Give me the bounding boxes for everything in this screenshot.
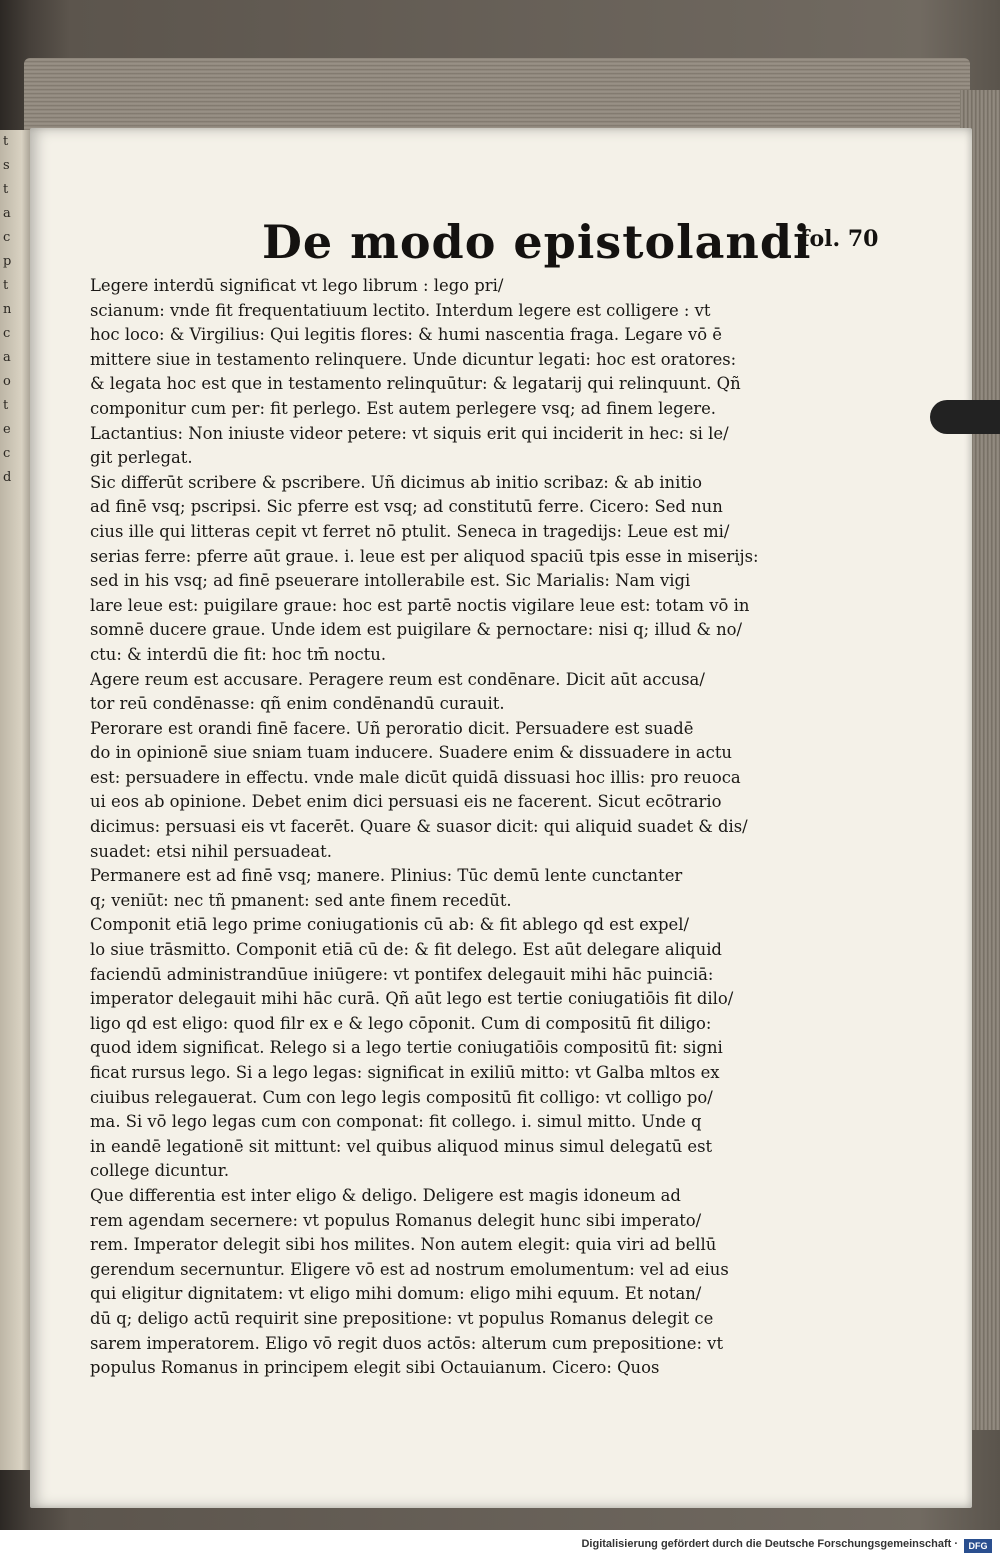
text-line: componitur cum per: fit perlego. Est autem perlegere vsq; ad finem legere. bbox=[90, 398, 717, 418]
text-line: serias ferre: pferre aūt graue. i. leue est per aliquod spaciū tpis esse in miserijs: bbox=[90, 546, 759, 566]
facing-page-fragment: c bbox=[3, 446, 11, 461]
facing-page-fragment: p bbox=[3, 254, 12, 269]
facing-page-fragment: a bbox=[3, 206, 11, 221]
text-line: & legata hoc est que in testamento relinquūtur: & legatarij qui relinquunt. Qñ bbox=[90, 374, 741, 394]
text-line: ad finē vsq; pscripsi. Sic pferre est vsq; ad constitutū ferre. Cicero: Sed nun bbox=[90, 497, 723, 517]
text-line: imperator delegauit mihi hāc curā. Qñ aūt lego est tertie coniugatiōis fit dilo/ bbox=[90, 989, 734, 1009]
facing-page-fragment: n bbox=[3, 302, 12, 317]
text-line: lare leue est: puigilare graue: hoc est partē noctis vigilare leue est: totam vō in bbox=[90, 595, 750, 615]
text-line: ficat rursus lego. Si a lego legas: significat in exiliū mitto: vt Galba mltos ex bbox=[90, 1063, 720, 1082]
text-line: qui eligitur dignitatem: vt eligo mihi domum: eligo mihi equum. Et notan/ bbox=[90, 1284, 702, 1304]
body-text bbox=[90, 274, 776, 1381]
text-line: tor reū condēnasse: qñ enim condēnandū curauit. bbox=[90, 694, 505, 714]
facing-page-fragment: c bbox=[3, 326, 11, 341]
text-line: Que differentia est inter eligo & deligo. Deligere est magis idoneum ad bbox=[90, 1185, 681, 1205]
text-line: do in opinionē siue sniam tuam inducere. Suadere enim & dissuadere in actu bbox=[90, 743, 732, 763]
text-line: rem agendam secernere: vt populus Romanus delegit hunc sibi imperato/ bbox=[90, 1210, 702, 1230]
text-line: ma. Si vō lego legas cum con componat: fit collego. i. simul mitto. Unde q bbox=[90, 1112, 702, 1132]
text-line: sarem imperatorem. Eligo vō regit duos actōs: alterum cum prepositione: vt bbox=[90, 1333, 724, 1353]
footer-bar bbox=[0, 1530, 1000, 1562]
text-line: ui eos ab opinione. Debet enim dici persuasi eis ne facerent. Sicut ecōtrario bbox=[90, 792, 722, 812]
text-line: ctu: & interdū die fit: hoc tm̄ noctu. bbox=[90, 644, 387, 664]
page-heading: De modo epistolandi bbox=[262, 215, 812, 269]
text-line: quod idem significat. Relego si a lego tertie coniugatiōis compositū fit: signi bbox=[90, 1038, 723, 1058]
text-line: Permanere est ad finē vsq; manere. Plinius: Tūc demū lente cunctanter bbox=[90, 866, 683, 886]
text-line: Lactantius: Non iniuste videor petere: vt siquis erit qui inciderit in hec: si le/ bbox=[90, 423, 729, 443]
text-line: faciendū administrandūue iniūgere: vt pontifex delegauit mihi hāc puinciā: bbox=[90, 964, 714, 984]
text-line: mittere siue in testamento relinquere. Unde dicuntur legati: hoc est oratores: bbox=[90, 349, 737, 369]
text-line: populus Romanus in principem elegit sibi Octauianum. Cicero: Quos bbox=[90, 1358, 660, 1378]
facing-page-fragment: o bbox=[3, 374, 11, 389]
dfg-logo: DFG bbox=[964, 1539, 992, 1553]
text-line: Perorare est orandi finē facere. Uñ peroratio dicit. Persuadere est suadē bbox=[90, 718, 694, 738]
text-line: hoc loco: & Virgilius: Qui legitis flores: & humi nascentia fraga. Legare vō ē bbox=[90, 325, 722, 345]
text-line: in eandē legationē sit mittunt: vel quibus aliquod minus simul delegatū est bbox=[90, 1136, 713, 1156]
text-line: est: persuadere in effectu. vnde male dicūt quidā dissuasi hoc illis: pro reuoca bbox=[90, 767, 741, 787]
text-line: Agere reum est accusare. Peragere reum est condēnare. Dicit aūt accusa/ bbox=[90, 669, 705, 689]
text-line: Sic differūt scribere & pscribere. Uñ dicimus ab initio scribaz: & ab initio bbox=[90, 472, 703, 492]
facing-page-fragment: t bbox=[3, 182, 9, 197]
footer-credit: Digitalisierung gefördert durch die Deutsche Forschungsgemeinschaft · bbox=[581, 1538, 958, 1550]
facing-page-fragment: t bbox=[3, 278, 9, 293]
text-line: gerendum secernuntur. Eligere vō est ad nostrum emolumentum: vel ad eius bbox=[90, 1259, 729, 1279]
text-line: college dicuntur. bbox=[90, 1161, 230, 1181]
text-line: Legere interdū significat vt lego librum : lego pri/ bbox=[90, 276, 504, 295]
text-line: sed in his vsq; ad finē pseuerare intollerabile est. Sic Marialis: Nam vigi bbox=[90, 571, 691, 591]
facing-page-fragment: c bbox=[3, 230, 11, 245]
text-line: cius ille qui litteras cepit vt ferret nō ptulit. Seneca in tragedijs: Leue est mi/ bbox=[90, 521, 730, 541]
text-line: rem. Imperator delegit sibi hos milites. Non autem elegit: quia viri ad bellū bbox=[90, 1235, 717, 1255]
text-line: dicimus: persuasi eis vt facerēt. Quare & suasor dicit: qui aliquid suadet & dis/ bbox=[90, 817, 748, 837]
text-line: dū q; deligo actū requirit sine prepositione: vt populus Romanus delegit ce bbox=[90, 1308, 714, 1328]
book-clip bbox=[930, 400, 1000, 434]
text-line: somnē ducere graue. Unde idem est puigilare & pernoctare: nisi q; illud & no/ bbox=[90, 620, 743, 640]
text-line: ligo qd est eligo: quod filr ex e & lego cōponit. Cum di compositū fit diligo: bbox=[90, 1013, 712, 1033]
facing-page-fragment: a bbox=[3, 350, 11, 365]
text-line: ciuibus relegauerat. Cum con lego legis compositū fit colligo: vt colligo po/ bbox=[90, 1087, 713, 1107]
facing-page-fragment: s bbox=[3, 158, 10, 173]
text-line: Componit etiā lego prime coniugationis cū ab: & fit ablego qd est expel/ bbox=[90, 915, 689, 935]
text-line: q; veniūt: nec tñ pmanent: sed ante finem recedūt. bbox=[90, 890, 512, 910]
facing-page-fragment: d bbox=[3, 470, 12, 485]
text-line: suadet: etsi nihil persuadeat. bbox=[90, 841, 332, 861]
book-top-edge bbox=[24, 58, 970, 138]
text-line: lo siue trāsmitto. Componit etiā cū de: & fit delego. Est aūt delegare aliquid bbox=[90, 940, 722, 960]
text-line: git perlegat. bbox=[90, 448, 193, 468]
facing-page-fragment: t bbox=[3, 134, 9, 149]
facing-page-fragment: t bbox=[3, 398, 9, 413]
facing-page-fragment: e bbox=[3, 422, 11, 437]
text-line: scianum: vnde fit frequentatiuum lectito. Interdum legere est colligere : vt bbox=[90, 300, 711, 320]
folio-number: fol. 70 bbox=[800, 226, 879, 252]
